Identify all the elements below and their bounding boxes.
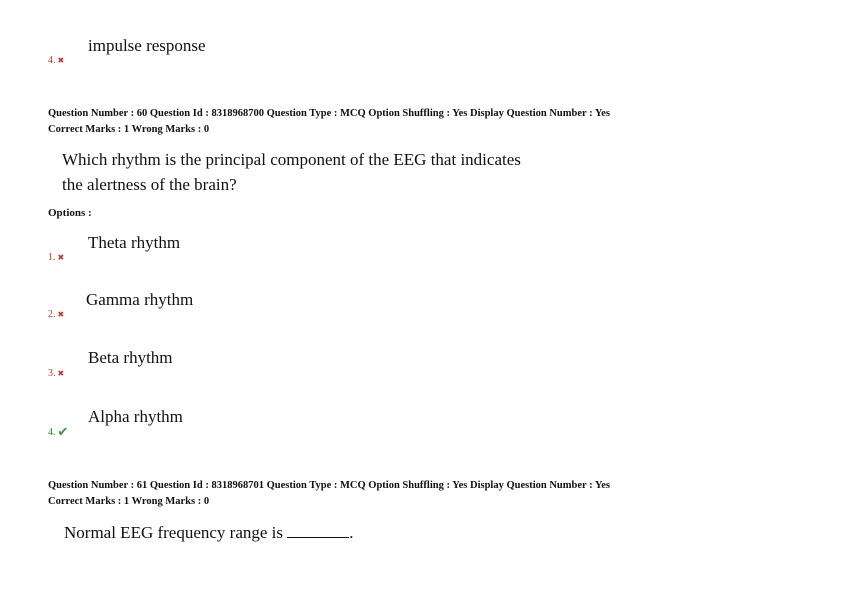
question-60-text-line1: Which rhythm is the principal component of the EEG that indicates bbox=[62, 150, 521, 169]
option-4-marker bbox=[48, 426, 68, 439]
question-60-meta-line2: Correct Marks : 1 Wrong Marks : 0 bbox=[48, 124, 210, 135]
question-60-meta bbox=[48, 106, 610, 138]
question-61-text-end: . bbox=[349, 523, 354, 542]
option-1-marker bbox=[48, 252, 64, 263]
question-60-text bbox=[62, 147, 521, 197]
question-61-meta-line1: Question Number : 61 Question Id : 8318968701 Question Type : MCQ Option Shuffling : Yes Display Question Number : Yes bbox=[48, 480, 611, 491]
question-61-text bbox=[64, 520, 354, 545]
option-3-marker bbox=[48, 368, 64, 379]
cross-icon: ✖ bbox=[57, 253, 65, 262]
options-label: Options : bbox=[48, 207, 92, 219]
prev-option-4-marker bbox=[48, 55, 64, 66]
option-1-number: 1. bbox=[48, 252, 56, 263]
option-2-text: Gamma rhythm bbox=[86, 290, 194, 309]
option-4-number: 4. bbox=[48, 427, 56, 438]
question-61-text-main: Normal EEG frequency range is bbox=[64, 523, 284, 542]
option-2-marker bbox=[48, 309, 64, 320]
cross-icon: ✖ bbox=[57, 310, 65, 319]
question-60-meta-line1: Question Number : 60 Question Id : 8318968700 Question Type : MCQ Option Shuffling : Yes Display Question Number : Yes bbox=[48, 108, 611, 119]
option-3-text: Beta rhythm bbox=[88, 348, 173, 367]
option-1-text: Theta rhythm bbox=[88, 233, 181, 252]
option-3-number: 3. bbox=[48, 368, 56, 379]
question-61-meta bbox=[48, 478, 610, 510]
cross-icon: ✖ bbox=[57, 369, 65, 378]
option-4-text: Alpha rhythm bbox=[88, 407, 183, 426]
prev-option-4-text: impulse response bbox=[88, 36, 206, 55]
prev-option-4-number: 4. bbox=[48, 55, 56, 66]
question-60-text-line2: the alertness of the brain? bbox=[62, 175, 237, 194]
check-icon: ✔ bbox=[57, 425, 69, 440]
question-61-meta-line2: Correct Marks : 1 Wrong Marks : 0 bbox=[48, 496, 210, 507]
option-2-number: 2. bbox=[48, 309, 56, 320]
cross-icon: ✖ bbox=[57, 56, 65, 65]
answer-blank bbox=[287, 523, 349, 538]
